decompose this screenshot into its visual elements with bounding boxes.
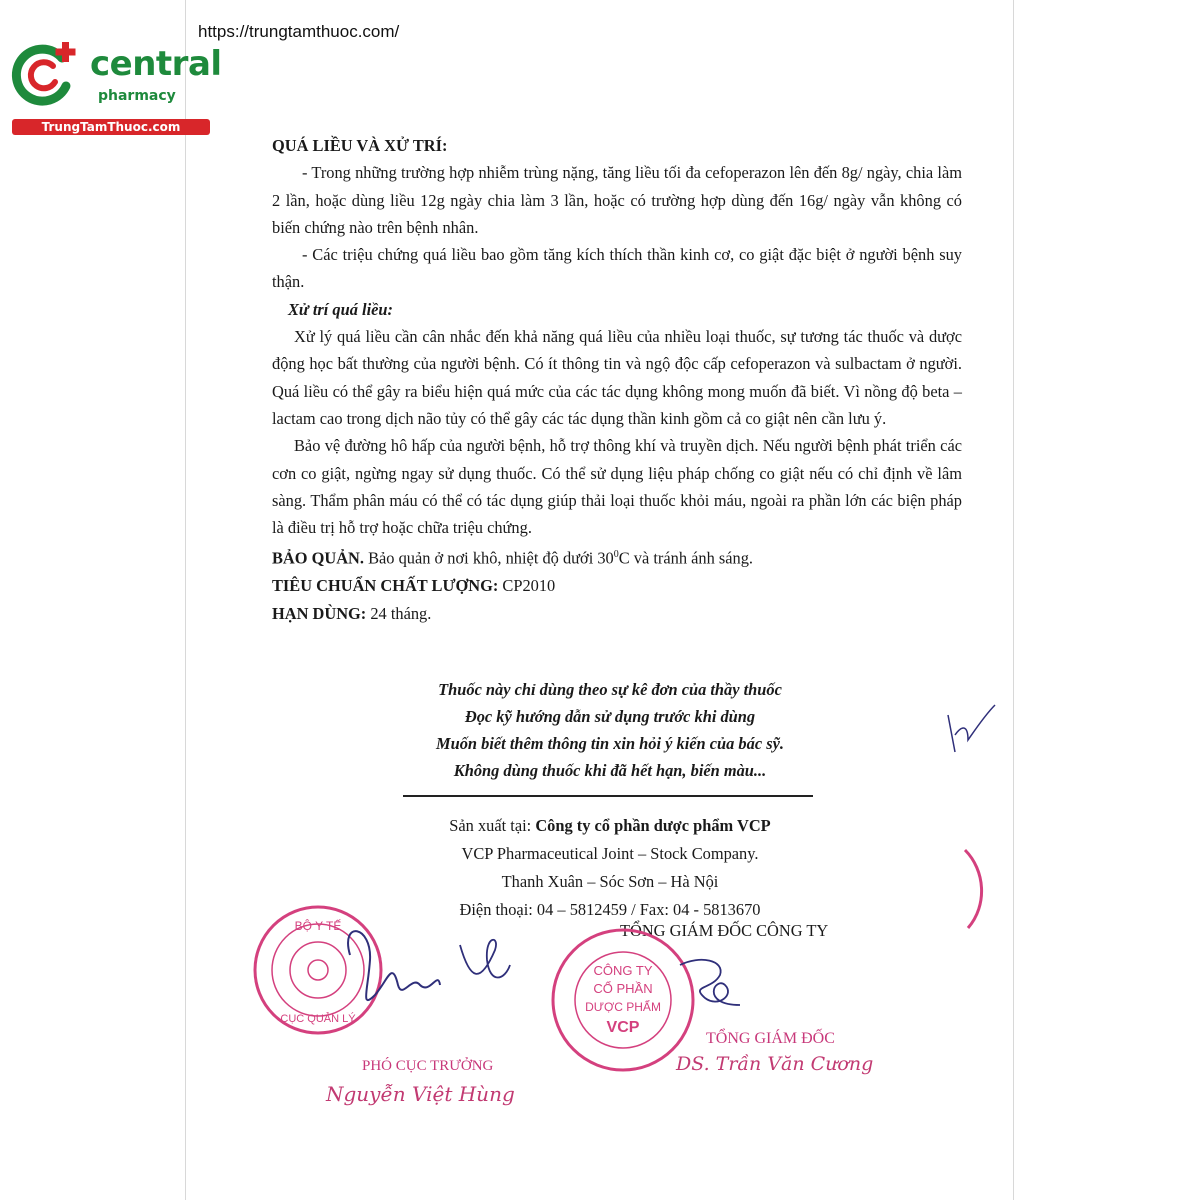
divider-rule: [403, 795, 813, 797]
company-stamp-line: CÔNG TY: [593, 963, 653, 978]
quality-standard-line: TIÊU CHUẨN CHẤT LƯỢNG: CP2010: [272, 576, 556, 596]
logo-subtitle: pharmacy: [98, 88, 176, 104]
overdose-paragraph-1: - Trong những trường hợp nhiễm trùng nặng, tăng liều tối đa cefoperazon lên đến 8g/ ngày, chia làm 2 lần, hoặc dùng liều 12g ngày chia làm 3 lần, hoặc có trường hợp dùng đến 16g/ ngày vẫn không có biến chứng nào trên bệnh nhân.: [272, 163, 962, 237]
page-edge-line: [185, 0, 186, 1200]
company-stamp: [553, 930, 693, 1070]
page-edge-line: [1013, 0, 1014, 1200]
central-pharmacy-logo[interactable]: [10, 38, 222, 138]
left-stamp-bottom-text: CỤC QUẢN LÝ: [280, 1013, 356, 1025]
margin-initial-mark: [948, 705, 995, 752]
manufacturer-line: Sản xuất tại: Công ty cổ phần dược phẩm VCP: [449, 816, 771, 835]
director-title: TỔNG GIÁM ĐỐC CÔNG TY: [620, 921, 829, 940]
left-signer-title: PHÓ CỤC TRƯỞNG: [362, 1058, 494, 1074]
left-signature-scribble: [460, 940, 510, 978]
margin-stamp-arc: [965, 850, 982, 928]
overdose-treatment-subtitle: Xử trí quá liều:: [288, 299, 393, 319]
left-signature-scribble: [348, 931, 440, 1000]
left-signer-name: Nguyễn Việt Hùng: [326, 1082, 515, 1106]
manufacturer-phone: Điện thoại: 04 – 5812459 / Fax: 04 - 5813670: [459, 900, 761, 919]
storage-line: BẢO QUẢN. Bảo quản ở nơi khô, nhiệt độ dưới $30^0C$ và tránh ánh sáng.: [272, 548, 754, 568]
overdose-paragraph-2: - Các triệu chứng quá liều bao gồm tăng kích thích thần kinh cơ, co giật đặc biệt ở người bệnh suy thận.: [272, 245, 962, 292]
shelf-life-line: HẠN DÙNG: 24 tháng.: [272, 603, 432, 623]
logo-mark-icon: [10, 38, 90, 113]
company-stamp-line: CỔ PHẦN: [593, 981, 653, 996]
manufacturer-english: VCP Pharmaceutical Joint – Stock Company.: [461, 844, 759, 863]
company-stamp-line: DƯỢC PHẨM: [585, 1000, 661, 1014]
manufacturer-address: Thanh Xuân – Sóc Sơn – Hà Nội: [501, 872, 719, 891]
document-body: [272, 132, 962, 627]
overdose-paragraph-4: Bảo vệ đường hô hấp của người bệnh, hỗ trợ thông khí và truyền dịch. Nếu người bệnh phát triển các cơn co giật, ngừng ngay sử dụng thuốc. Có thể sử dụng liệu pháp chống co giật nếu có chỉ định về lâm sàng. Thẩm phân máu có thể có tác dụng giúp thải loại thuốc khỏi máu, ngoài ra phần lớn các biện pháp là điều trị hỗ trợ hoặc chữa triệu chứng.: [272, 436, 962, 538]
warning-line: Không dùng thuốc khi đã hết hạn, biến màu...: [453, 761, 767, 780]
ministry-stamp: [255, 907, 381, 1033]
section-title-overdose: QUÁ LIỀU VÀ XỬ TRÍ:: [272, 136, 448, 155]
manufacturer-block: [300, 812, 920, 924]
right-signer-name: DS. Trần Văn Cương: [676, 1053, 874, 1075]
warning-line: Đọc kỹ hướng dẫn sử dụng trước khi dùng: [464, 707, 756, 726]
logo-wordmark: central: [90, 44, 222, 84]
logo-site-banner: TrungTamThuoc.com: [12, 119, 210, 135]
warning-line: Muốn biết thêm thông tin xin hỏi ý kiến của bác sỹ.: [436, 734, 784, 753]
left-stamp-top-text: BỘ Y TẾ: [294, 919, 342, 933]
warning-line: Thuốc này chỉ dùng theo sự kê đơn của thầy thuốc: [438, 680, 782, 699]
warning-block: [300, 676, 920, 784]
source-url[interactable]: https://trungtamthuoc.com/: [198, 22, 400, 41]
right-signer-title: TỔNG GIÁM ĐỐC: [706, 1030, 835, 1047]
right-signature-scribble: [680, 960, 740, 1005]
company-stamp-line: VCP: [606, 1019, 640, 1036]
overdose-paragraph-3: Xử lý quá liều cần cân nhắc đến khả năng quá liều của nhiều loại thuốc, sự tương tác thuốc và dược động học bất thường của người bệnh. Có ít thông tin và ngộ độc cấp cefoperazon và sulbactam ở người. Quá liều có thể gây ra biểu hiện quá mức của các tác dụng không mong muốn đã biết. Vì nồng độ beta – lactam cao trong dịch não tủy có thể gây các tác dụng thần kinh gồm cả co giật nên cần lưu ý.: [272, 327, 962, 428]
